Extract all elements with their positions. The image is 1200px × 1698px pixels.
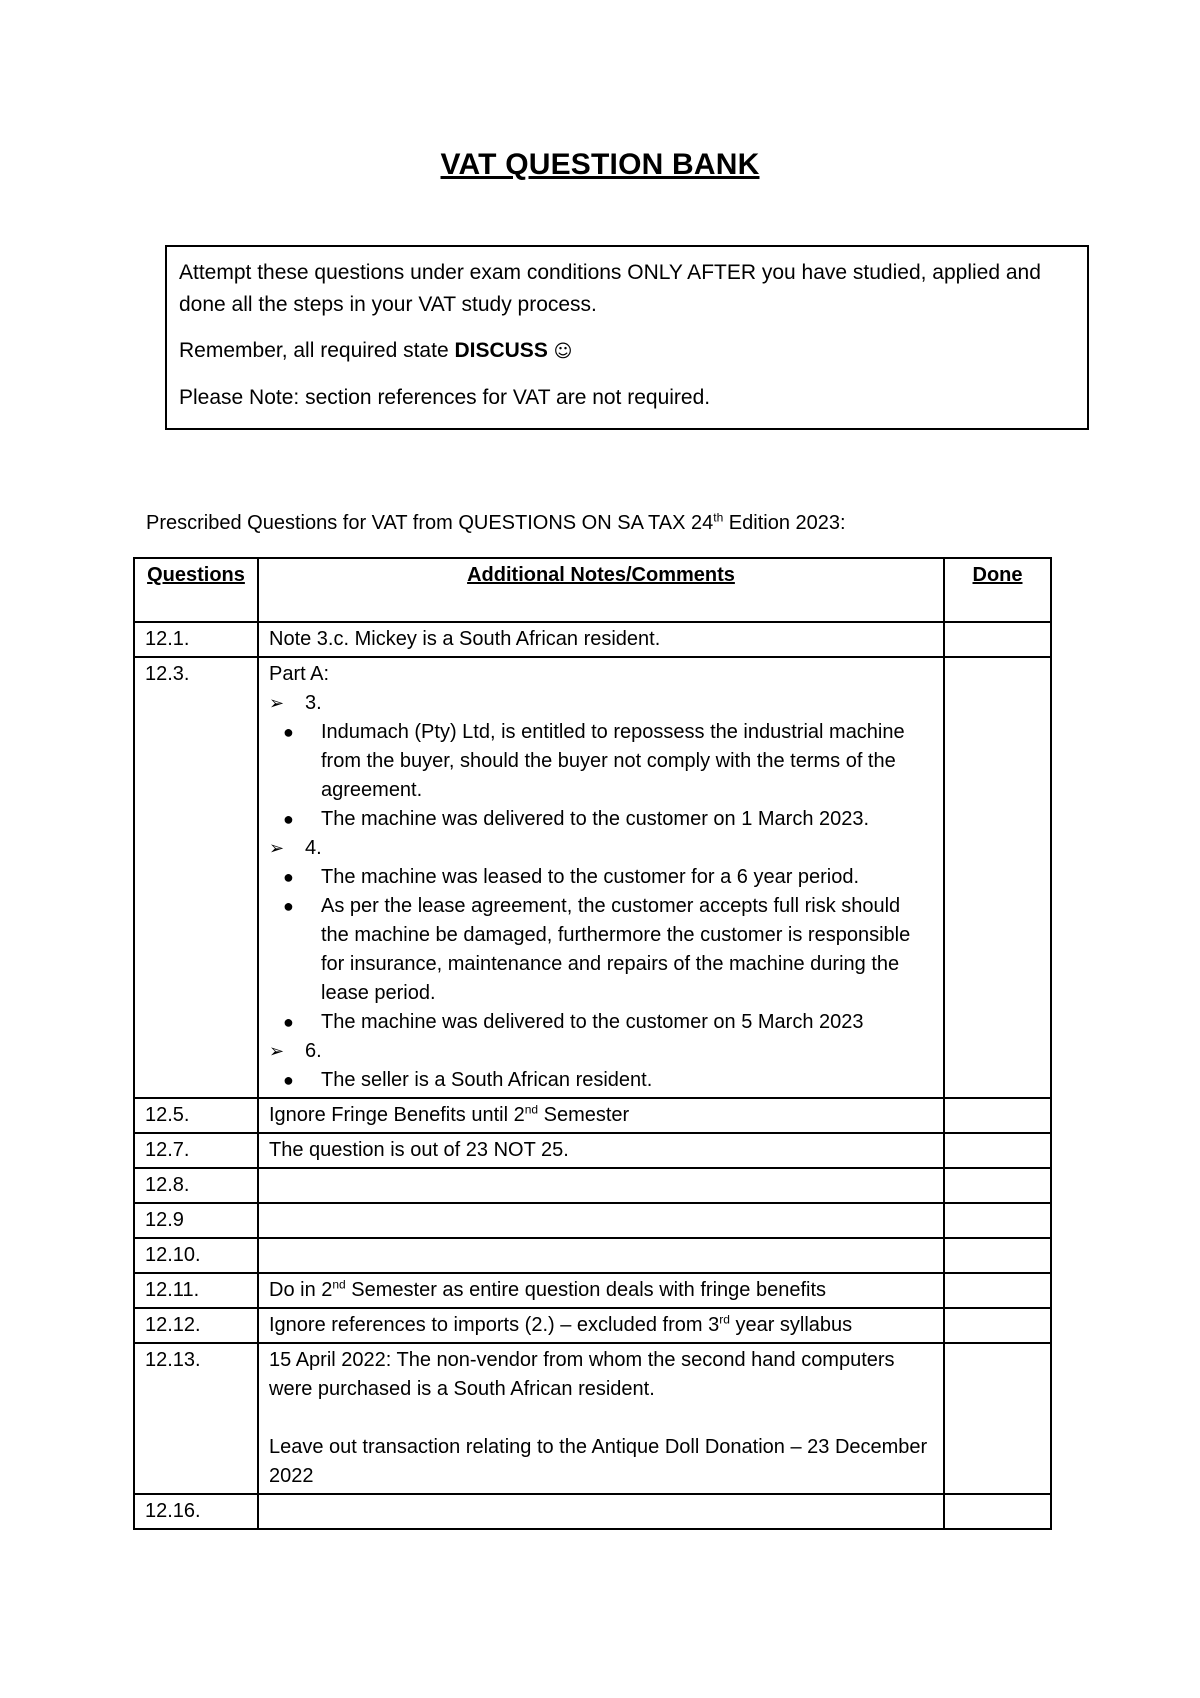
please-note-text: Please Note: section references for VAT are not required.: [179, 386, 711, 409]
done-cell[interactable]: [944, 1168, 1051, 1203]
done-cell[interactable]: [944, 622, 1051, 657]
question-note: [258, 1168, 944, 1203]
done-cell[interactable]: [944, 1308, 1051, 1343]
instructions-box: [165, 245, 1089, 430]
done-cell[interactable]: [944, 657, 1051, 1098]
list-item: ➢ 6.: [269, 1037, 933, 1066]
table-row: [134, 1168, 1051, 1203]
prescribed-intro: Prescribed Questions for VAT from QUESTIONS ON SA TAX 24th Edition 2023:: [146, 510, 846, 534]
arrow-bullet-icon: ➢: [269, 693, 285, 713]
question-number: 12.16.: [134, 1494, 258, 1529]
header-notes: Additional Notes/Comments: [258, 558, 944, 622]
table-row: [134, 1238, 1051, 1273]
question-number: 12.11.: [134, 1273, 258, 1308]
done-cell[interactable]: [944, 1133, 1051, 1168]
reminder-text: Remember, all required state DISCUSS ☺: [179, 339, 573, 362]
list-item: ● Indumach (Pty) Ltd, is entitled to repossess the industrial machine from the buyer, should the buyer not comply with the terms of the agreement.: [269, 718, 933, 805]
smiley-icon: ☺: [553, 341, 573, 362]
table-header-row: [134, 558, 1051, 622]
table-row: [134, 657, 1051, 1098]
arrow-bullet-icon: ➢: [269, 838, 285, 858]
list-item: ● As per the lease agreement, the customer accepts full risk should the machine be damaged, furthermore the customer is responsible for insurance, maintenance and repairs of the machine during the lease period.: [269, 892, 933, 1008]
question-number: 12.5.: [134, 1098, 258, 1133]
question-note: [258, 1494, 944, 1529]
list-item: ➢ 4.: [269, 834, 933, 863]
instruction-text: Attempt these questions under exam conditions ONLY AFTER you have studied, applied and done all the steps in your VAT study process.: [179, 261, 1041, 316]
table-row: [134, 1273, 1051, 1308]
bullet-icon: ●: [283, 809, 294, 829]
done-cell[interactable]: [944, 1098, 1051, 1133]
bullet-icon: ●: [283, 722, 294, 742]
table-row: [134, 1308, 1051, 1343]
arrow-bullet-icon: ➢: [269, 1041, 285, 1061]
list-item: ● The machine was delivered to the customer on 5 March 2023: [269, 1008, 933, 1037]
page-title: VAT QUESTION BANK: [440, 148, 760, 181]
question-note: [258, 1203, 944, 1238]
bullet-icon: ●: [283, 867, 294, 887]
header-done: Done: [944, 558, 1051, 622]
list-item: ● The seller is a South African resident.: [269, 1066, 933, 1095]
questions-table: [133, 557, 1052, 1530]
done-cell[interactable]: [944, 1343, 1051, 1494]
table-row: [134, 1133, 1051, 1168]
bullet-icon: ●: [283, 1012, 294, 1032]
done-cell[interactable]: [944, 1273, 1051, 1308]
question-note: Ignore references to imports (2.) – excluded from 3rd year syllabus: [258, 1308, 944, 1343]
table-row: [134, 622, 1051, 657]
table-row: [134, 1098, 1051, 1133]
header-questions: Questions: [134, 558, 258, 622]
question-note: [258, 1238, 944, 1273]
question-note: Note 3.c. Mickey is a South African resident.: [258, 622, 944, 657]
question-number: 12.10.: [134, 1238, 258, 1273]
done-cell[interactable]: [944, 1494, 1051, 1529]
question-number: 12.13.: [134, 1343, 258, 1494]
question-note: [258, 657, 944, 1098]
list-item: ● The machine was leased to the customer for a 6 year period.: [269, 863, 933, 892]
table-row: [134, 1494, 1051, 1529]
table-row: [134, 1203, 1051, 1238]
question-note: Do in 2nd Semester as entire question deals with fringe benefits: [258, 1273, 944, 1308]
question-number: 12.12.: [134, 1308, 258, 1343]
question-note: 15 April 2022: The non-vendor from whom the second hand computers were purchased is a South African resident. Leave out transaction relating to the Antique Doll Donation – 23 December 2022: [258, 1343, 944, 1494]
question-number: 12.3.: [134, 657, 258, 1098]
table-row: [134, 1343, 1051, 1494]
question-note: The question is out of 23 NOT 25.: [258, 1133, 944, 1168]
part-label: Part A:: [269, 663, 330, 685]
question-number: 12.9: [134, 1203, 258, 1238]
list-item: ● The machine was delivered to the customer on 1 March 2023.: [269, 805, 933, 834]
bullet-icon: ●: [283, 1070, 294, 1090]
done-cell[interactable]: [944, 1203, 1051, 1238]
discuss-emphasis: DISCUSS: [454, 339, 548, 362]
done-cell[interactable]: [944, 1238, 1051, 1273]
question-number: 12.1.: [134, 622, 258, 657]
question-note: Ignore Fringe Benefits until 2nd Semester: [258, 1098, 944, 1133]
question-number: 12.7.: [134, 1133, 258, 1168]
list-item: ➢ 3.: [269, 689, 933, 718]
bullet-icon: ●: [283, 896, 294, 916]
question-number: 12.8.: [134, 1168, 258, 1203]
